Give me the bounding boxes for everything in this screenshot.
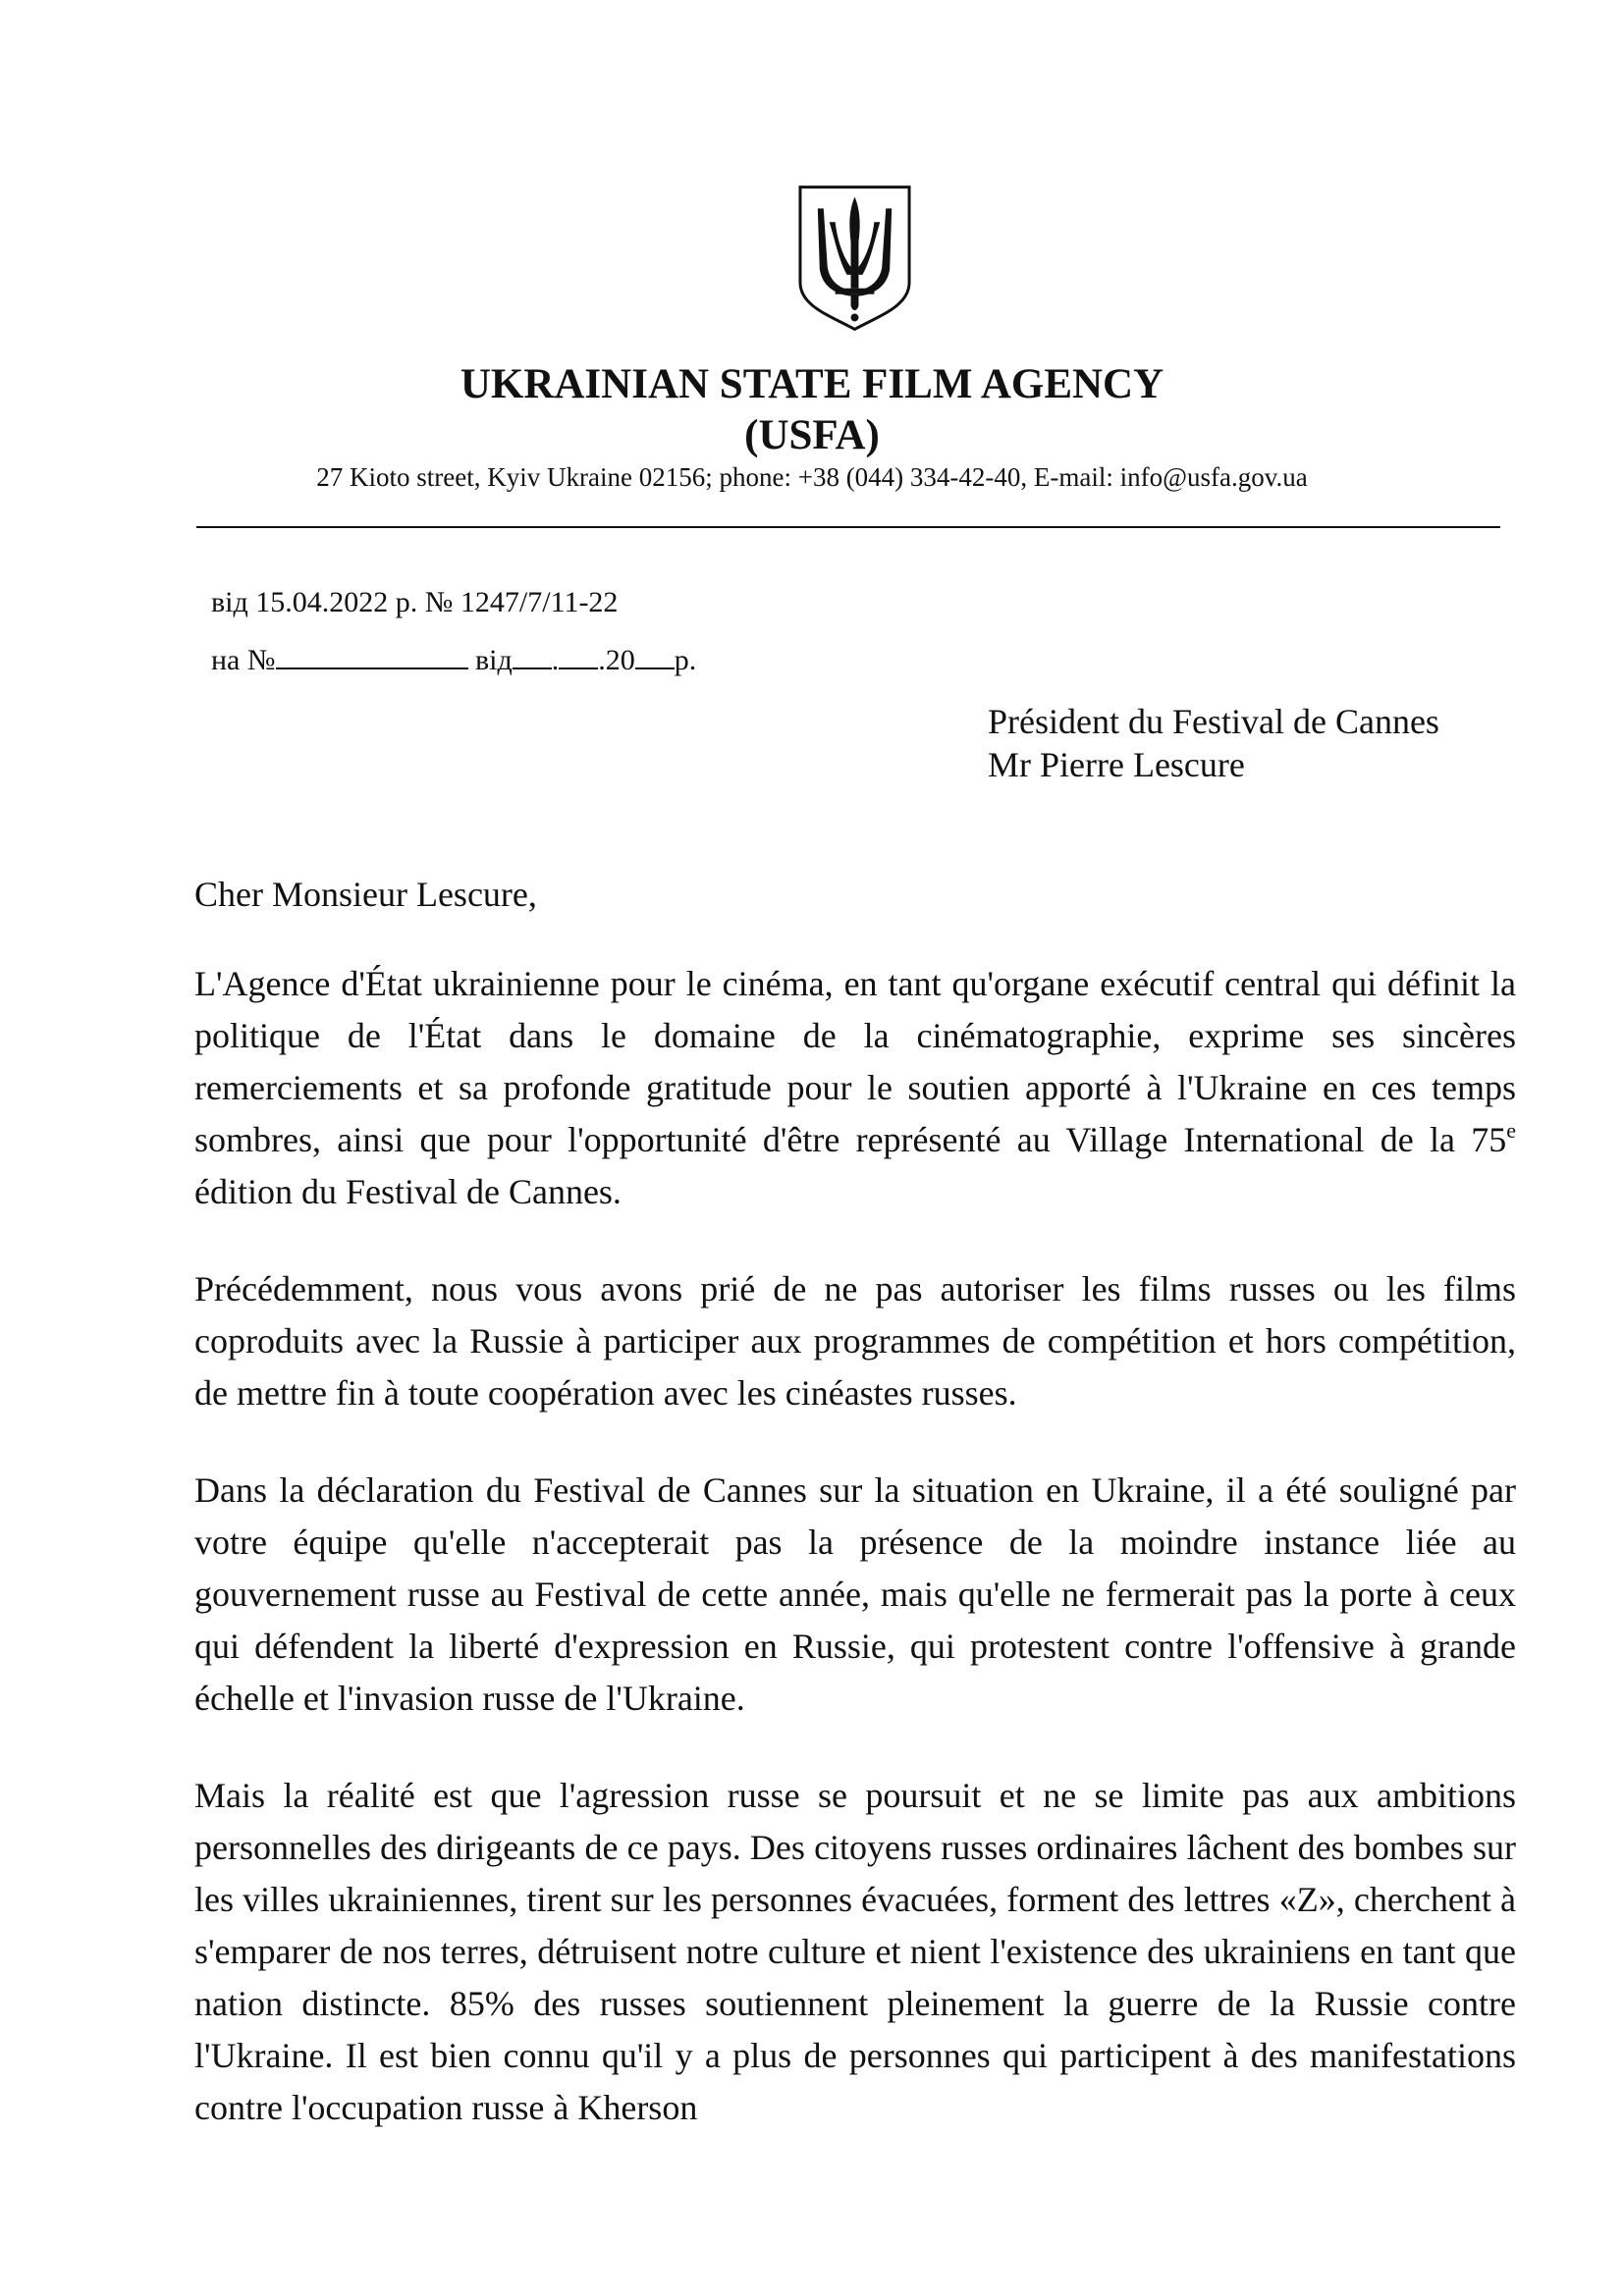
- reference-from: від: [475, 644, 513, 676]
- reference-year-blank: [635, 640, 675, 669]
- paragraph-3: Dans la déclaration du Festival de Cannes sur la situation en Ukraine, il a été souligné par votre équipe qu'elle n'accepterait pas la présence de la moindre instance liée au gouvernement russe au Festival de cette année, mais qu'elle ne fermerait pas la porte à ceux qui défendent la liberté d'expression en Russie, qui protestent contre l'offensive à grande échelle et l'invasion russe de l'Ukraine.: [194, 1470, 1516, 1718]
- paragraph-2: Précédemment, nous vous avons prié de ne pas autoriser les films russes ou les films coproduits avec la Russie à participer aux programmes de compétition et hors compétition, de mettre fin à toute coopération avec les cinéastes russes.: [194, 1269, 1516, 1413]
- reference-day-blank: [513, 640, 552, 669]
- recipient-title: Président du Festival de Cannes: [988, 702, 1439, 741]
- organization-abbreviation: (USFA): [744, 412, 880, 458]
- reference-number-blank: [276, 640, 468, 669]
- reference-suffix: р.: [674, 644, 697, 676]
- paragraph-1-text: L'Agence d'État ukrainienne pour le cinéma, en tant qu'organe exécutif central qui définit la politique de l'État dans le domaine de la cinématographie, exprime ses sincères remerciements et sa profonde gratitude pour le soutien apporté à l'Ukraine en ces temps sombres, ainsi que pour l'opportunité d'être représenté au Village International de la 75: [194, 964, 1516, 1159]
- reference-line: [211, 640, 696, 680]
- reference-dot: .: [551, 644, 560, 676]
- recipient-name: Mr Pierre Lescure: [988, 745, 1245, 784]
- organization-name: UKRAINIAN STATE FILM AGENCY: [460, 361, 1164, 407]
- trident-coat-of-arms-icon: [796, 183, 913, 332]
- reference-year: .20: [598, 644, 635, 676]
- organization-contacts: 27 Kioto street, Kyiv Ukraine 02156; phone: +38 (044) 334-42-40, E-mail: info@usfa.gov.ua: [316, 462, 1308, 492]
- paragraph-1: [194, 958, 1516, 1218]
- paragraph-4: Mais la réalité est que l'agression russe se poursuit et ne se limite pas aux ambitions personnelles des dirigeants de ce pays. Des citoyens russes ordinaires lâchent des bombes sur les villes ukrainiennes, tirent sur les personnes évacuées, forment des lettres «Z», cherchent à s'emparer de nos terres, détruisent notre culture et nient l'existence des ukrainiens en tant que nation distincte. 85% des russes soutiennent pleinement la guerre de la Russie contre l'Ukraine. Il est bien connu qu'il y a plus de personnes qui participent à des manifestations contre l'occupation russe à Kherson: [194, 1776, 1516, 2127]
- paragraph-1-text-end: édition du Festival de Cannes.: [194, 1172, 622, 1211]
- registration-number: від 15.04.2022 р. № 1247/7/11-22: [211, 586, 619, 618]
- header-divider: [196, 526, 1500, 528]
- reference-month-blank: [559, 640, 598, 669]
- ordinal-superscript: e: [1506, 1118, 1516, 1143]
- salutation: Cher Monsieur Lescure,: [194, 875, 537, 914]
- reference-prefix: на №: [211, 644, 276, 676]
